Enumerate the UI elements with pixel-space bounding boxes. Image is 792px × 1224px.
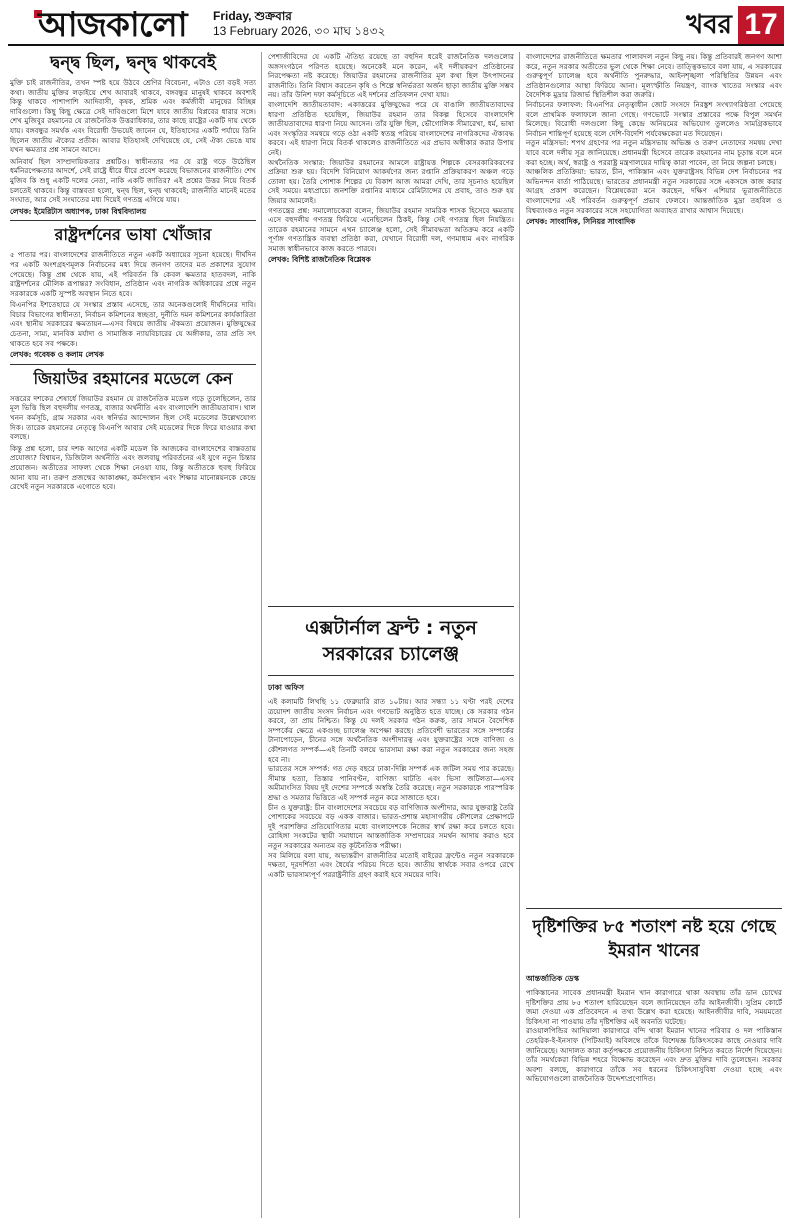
article-body: সত্তরের দশকের শেষার্ধে জিয়াউর রহমান যে রাজনৈতিক মডেল গড়ে তুলেছিলেন, তার মূল ভিত্তি ছিল বহুদলীয় গণতন্ত্র, বাজার অর্থনীতি এবং বাংলাদেশি জাতীয়তাবাদ। খাল খনন কর্মসূচি, গ্রাম সরকার এবং স্বনির্ভর আন্দোলন ছিল সেই মডেলের উল্লেখযোগ্য দিক। তারেক রহমানের নেতৃত্বে বিএনপি আবার সেই মডেলের দিকে ফিরে যাওয়ার কথা বলছে। [10, 393, 256, 442]
article-body: বাংলাদেশের রাজনীতিতে ক্ষমতার পালাবদল নতুন কিছু নয়। কিন্তু প্রতিবারই জনগণ আশা করে, নতুন সরকার অতীতের ভুল থেকে শিক্ষা নেবে। তাত্ত্বিকভাবে বলা যায়, এ সরকারের গুরুত্বপূর্ণ চ্যালেঞ্জ হবে অর্থনীতি পুনরুদ্ধার, আইনশৃঙ্খলা পরিস্থিতির উন্নয়ন এবং প্রতিষ্ঠানগুলোর আস্থা ফিরিয়ে আনা। মূল্যস্ফীতি নিয়ন্ত্রণ, ব্যাংক খাতের সংস্কার এবং বৈদেশিক মুদ্রার রিজার্ভ স্থিতিশীল করা জরুরি। [526, 52, 782, 100]
issue-day: Friday, শুক্রবার [213, 9, 292, 23]
column-right [526, 52, 782, 904]
article-body: এই কলামটি লিখছি ১১ ফেব্রুয়ারি রাত ১০টায়। আর সন্ধ্যা ১১ ঘণ্টা পরই দেশের ত্রয়োদশ জাতীয় সংসদ নির্বাচন এবং গণভোট অনুষ্ঠিত হতে যাচ্ছে। কে সরকার গঠন করবে, তা প্রায় নিশ্চিত। কিন্তু যে দলই সরকার গঠন করুক, তার সামনে বৈদেশিক সম্পর্কের ক্ষেত্রে একগুচ্ছ চ্যালেঞ্জ অপেক্ষা করছে। প্রতিবেশী ভারতের সঙ্গে সম্পর্কের টানাপোড়েন, চীনের সঙ্গে অর্থনৈতিক অংশীদারত্ব এবং যুক্তরাষ্ট্রের সঙ্গে বাণিজ্য ও কৌশলগত সম্পর্ক—এই তিনটি বলয়ে ভারসাম্য রক্ষা করা নতুন সরকারের জন্য সহজ হবে না। [268, 697, 514, 764]
article-body: কিন্তু প্রশ্ন হলো, চার দশক আগের একটি মডেল কি আজকের বাংলাদেশের বাস্তবতায় প্রযোজ্য? বিশ্বায়ন, ডিজিটাল অর্থনীতি এবং জলবায়ু পরিবর্তনের এই যুগে নতুন চিন্তার প্রয়োজন। অতীতের সাফল্য থেকে শিক্ষা নেওয়া যায়, কিন্তু অতীতকে হুবহু ফিরিয়ে আনা যায় না। তরুণ প্রজন্মের আকাঙ্ক্ষা, কর্মসংস্থান এবং শিক্ষার মানোন্নয়নকে কেন্দ্রে রেখেই নতুন সরকারকে এগোতে হবে। [10, 443, 256, 492]
article-body: অর্থনৈতিক সংস্কার: জিয়াউর রহমানের আমলে রাষ্ট্রায়ত্ত শিল্পকে বেসরকারিকরণের প্রক্রিয়া শুরু হয়। বিদেশি বিনিয়োগ আকর্ষণের জন্য রপ্তানি প্রক্রিয়াকরণ অঞ্চল গড়ে তোলা হয়। তৈরি পোশাক শিল্পের যে বিকাশ আজ আমরা দেখি, তার সূচনাও হয়েছিল সেই সময়ে। মধ্যপ্রাচ্যে জনশক্তি রপ্তানির মাধ্যমে রেমিট্যান্সের যে প্রবাহ, তাও শুরু হয় জিয়ার আমলেই। [268, 157, 514, 205]
column-middle [268, 52, 514, 598]
column-divider [261, 52, 262, 1218]
article-body: পাকিস্তানের সাবেক প্রধানমন্ত্রী ইমরান খান কারাগারে থাকা অবস্থায় তাঁর ডান চোখের দৃষ্টিশক্তির প্রায় ৮৫ শতাংশ হারিয়েছেন বলে জানিয়েছেন তাঁর আইনজীবী। সুপ্রিম কোর্টে জমা দেওয়া এক প্রতিবেদনে এ তথ্য উল্লেখ করা হয়েছে। আইনজীবীর দাবি, সময়মতো চিকিৎসা না পাওয়ায় তাঁর দৃষ্টিশক্তির এই অবনতি ঘটেছে। [526, 988, 782, 1026]
column-divider [519, 52, 520, 1218]
article-imran-khan [526, 908, 782, 1218]
article-headline-external-front[interactable]: এক্সটার্নাল ফ্রন্ট : নতুন সরকারের চ্যালেঞ্জ [268, 606, 514, 676]
article-author: লেখক: গবেষক ও কলাম লেখক [10, 350, 104, 360]
article-body: মুক্তি চাই রাজনীতির, তখন স্পষ্ট হয়ে উঠবে শ্রেণির বিবেচনা, এটাও তো বড়ই সত্য কথা। জাতীয় মুক্তির লড়াইয়ে শেখ আবারই থাকবে, বঙ্গবন্ধুর মানুষই থাকবে অবশ্যই কিন্তু থাকবে পাশাপাশি আদিবাসী, কৃষক, শ্রমিক এবং কর্মজীবী মানুষের বিচ্ছিন্ন দাবিগুলো। কিছু কিছু ক্ষেত্রে সেই দাবিগুলো মিশে যাবে জাতীয় বিপ্লবের ধারার সঙ্গে। শেখ মুজিবুর রহমানের যে রাজনৈতিক উত্তরাধিকার, তার কাছে রাষ্ট্রের একটি দায় থেকে যায়। বঙ্গবন্ধুর সমর্থক এবং বিরোধী উভয়েই জানেন যে, ইতিহাসের একটি পর্যায়ে তিনি ছিলেন জাতীয় ঐক্যের প্রতীক। আবার ইতিহাসই দেখিয়েছে যে, সেই ঐক্য ভেঙে যায় যখন ক্ষমতার প্রশ্ন সামনে আসে। [10, 78, 256, 155]
article-body: বিএনপির ইশতেহারে যে সংস্কার প্রস্তাব এসেছে, তার অনেকগুলোই দীর্ঘদিনের দাবি। বিচার বিভাগের স্বাধীনতা, নির্বাচন কমিশনের স্বচ্ছতা, দুর্নীতি দমন কমিশনের কার্যকারিতা এবং স্থানীয় সরকারের ক্ষমতায়ন—এসব বিষয়ে জাতীয় ঐকমত্য প্রয়োজন। মুক্তিযুদ্ধের চেতনা, সাম্য, মানবিক মর্যাদা ও সামাজিক ন্যায়বিচারের যে অঙ্গীকার, তার প্রতি সৎ থাকতে হবে সব পক্ষকে। [10, 300, 256, 348]
newspaper-logo[interactable]: আজকালো [38, 5, 187, 45]
article-external-front [268, 600, 514, 1224]
article-body: গণতন্ত্রের প্রশ্ন: সমালোচকেরা বলেন, জিয়াউর রহমান সামরিক শাসক হিসেবে ক্ষমতায় এসে বহুদলীয় গণতন্ত্র ফিরিয়ে এনেছিলেন ঠিকই, কিন্তু সেই গণতন্ত্র ছিল নিয়ন্ত্রিত। তারেক রহমানের সামনে এখন চ্যালেঞ্জ হলো, সেই সীমাবদ্ধতা অতিক্রম করে একটি পূর্ণাঙ্গ গণতান্ত্রিক ব্যবস্থা প্রতিষ্ঠা করা, যেখানে বিরোধী দল, গণমাধ্যম এবং নাগরিক সমাজ স্বাধীনভাবে কাজ করতে পারবে। [268, 205, 514, 253]
article-body: অনিবার্য ছিল সাম্প্রদায়িকতার প্রশ্নটিও। স্বাধীনতার পর যে রাষ্ট্র গড়ে উঠেছিল ধর্মনিরপেক্ষতার আদর্শে, সেই রাষ্ট্রে ধীরে ধীরে প্রবেশ করেছে বিভাজনের রাজনীতি। শেখ মুজিব কি শুধু একটি দলের নেতা, নাকি একটি জাতির? এই প্রশ্নের উত্তর নিয়ে বিতর্ক চলতেই থাকবে। কিন্তু বাস্তবতা হলো, দ্বন্দ্ব ছিল, দ্বন্দ্ব থাকবেই; রাজনীতি মানেই মতের সংঘাত, আর সেই সংঘাতের মধ্য দিয়েই গণতন্ত্র এগিয়ে যায়। [10, 156, 256, 205]
article-author: লেখক: সাংবাদিক, সিনিয়র সাংবাদিক [526, 217, 636, 227]
article-body: সব মিলিয়ে বলা যায়, অভ্যন্তরীণ রাজনীতির মতোই বাইরের ফ্রন্টেও নতুন সরকারকে দক্ষতা, দূরদর্শিতা এবং ধৈর্যের পরিচয় দিতে হবে। জাতীয় স্বার্থকে সবার ওপরে রেখে একটি ভারসাম্যপূর্ণ পররাষ্ট্রনীতি গ্রহণ করাই হবে সময়ের দাবি। [268, 850, 514, 879]
article-headline-rashtra[interactable]: রাষ্ট্রদর্শনের ভাষা খোঁজার [10, 220, 256, 246]
article-byline: আন্তর্জাতিক ডেস্ক [526, 974, 580, 983]
issue-info [213, 9, 385, 39]
article-headline-dvondo[interactable]: দ্বন্দ্ব ছিল, দ্বন্দ্ব থাকবেই [50, 53, 216, 73]
article-body: নতুন মন্ত্রিসভা: শপথ গ্রহণের পর নতুন মন্ত্রিসভায় অভিজ্ঞ ও তরুণ নেতাদের সমন্বয় দেখা যাবে বলে দলীয় সূত্র জানিয়েছে। প্রধানমন্ত্রী হিসেবে তারেক রহমানের নাম চূড়ান্ত বলে মনে করা হচ্ছে। অর্থ, স্বরাষ্ট্র ও পররাষ্ট্র মন্ত্রণালয়ের দায়িত্ব কারা পাবেন, তা নিয়ে জল্পনা চলছে। [526, 138, 782, 167]
article-body: ৫ পাতার পর। বাংলাদেশের রাজনীতিতে নতুন একটি অধ্যায়ের সূচনা হয়েছে। দীর্ঘদিন পর একটি অংশগ্রহণমূলক নির্বাচনের মধ্য দিয়ে জনগণ তাদের মত প্রকাশের সুযোগ পেয়েছে। কিন্তু প্রশ্ন থেকে যায়, এই পরিবর্তন কি কেবল ক্ষমতার হাতবদল, নাকি রাষ্ট্রদর্শনের মৌলিক রূপান্তর? সংবিধান, প্রতিষ্ঠান এবং নাগরিক অধিকারের প্রশ্নে নতুন সরকারকে একটি সুস্পষ্ট অবস্থান নিতে হবে। [10, 250, 256, 298]
article-author: লেখক: ইমেরিটাস অধ্যাপক, ঢাকা বিশ্ববিদ্যালয় [10, 206, 147, 216]
column-left [10, 52, 256, 1218]
section-title: খবর [686, 10, 732, 40]
article-body: পেশাজীবিদের যে একটি ঐতিহ্য রয়েছে তা বহুদিন ধরেই রাজনৈতিক দলগুলোর অঙ্গসংগঠনে পরিণত হয়েছে। অনেকেই মনে করেন, এই দলীয়করণ প্রতিষ্ঠানের নিরপেক্ষতা নষ্ট করেছে। জিয়াউর রহমানের রাজনীতির মূল কথা ছিল উৎপাদনের রাজনীতি। তিনি বিশ্বাস করতেন কৃষি ও শিল্পে স্বনির্ভরতা অর্জন ছাড়া জাতীয় মুক্তি সম্ভব নয়। তাঁর উনিশ দফা কর্মসূচিতে এই দর্শনের প্রতিফলন দেখা যায়। [268, 52, 514, 100]
article-body: রাওয়ালপিন্ডির আদিয়ালা কারাগারে বন্দি থাকা ইমরান খানের পরিবার ও দল পাকিস্তান তেহরিক-ই-ইনসাফ (পিটিআই) অবিলম্বে তাঁকে বিশেষজ্ঞ চিকিৎসকের কাছে নেওয়ার দাবি জানিয়েছে। আদালত কারা কর্তৃপক্ষকে প্রয়োজনীয় চিকিৎসা নিশ্চিত করতে নির্দেশ দিয়েছেন। তাঁর সমর্থকেরা বিভিন্ন শহরে বিক্ষোভ করেছেন এবং দ্রুত মুক্তির দাবি তুলেছেন। সরকার অবশ্য বলছে, কারাগারে তাঁকে সব ধরনের চিকিৎসাসুবিধা দেওয়া হচ্ছে এবং অভিযোগগুলো রাজনৈতিক উদ্দেশ্যপ্রণোদিত। [526, 1026, 782, 1084]
masthead [8, 6, 784, 46]
article-headline-zia[interactable]: জিয়াউর রহমানের মডেলে কেন [10, 364, 256, 390]
article-body: ভারতের সঙ্গে সম্পর্ক: গত দেড় বছরে ঢাকা-দিল্লি সম্পর্ক এক জটিল সময় পার করেছে। সীমান্ত হত্যা, তিস্তার পানিবণ্টন, বাণিজ্য ঘাটতি এবং ভিসা জটিলতা—এসব অমীমাংসিত বিষয় দুই দেশের সম্পর্কে অস্বস্তি তৈরি করেছে। নতুন সরকারকে পারস্পরিক শ্রদ্ধা ও সমতার ভিত্তিতে এই সম্পর্ক নতুন করে সাজাতে হবে। [268, 764, 514, 802]
article-headline-imran[interactable]: দৃষ্টিশক্তির ৮৫ শতাংশ নষ্ট হয়ে গেছে ইমরান খানের [526, 908, 782, 969]
article-byline: ঢাকা অফিস [268, 683, 304, 692]
page-number: 17 [738, 6, 784, 44]
article-author: লেখক: বিশিষ্ট রাজনৈতিক বিশ্লেষক [268, 255, 371, 265]
article-body: চীন ও যুক্তরাষ্ট্র: চীন বাংলাদেশের সবচেয়ে বড় বাণিজ্যিক অংশীদার, আর যুক্তরাষ্ট্র তৈরি পোশাকের সবচেয়ে বড় একক বাজার। ভারত-প্রশান্ত মহাসাগরীয় কৌশলের প্রেক্ষাপটে দুই পরাশক্তির প্রতিযোগিতার মধ্যে বাংলাদেশকে নিজের স্বার্থ রক্ষা করে চলতে হবে। রোহিঙ্গা সংকটের স্থায়ী সমাধানে আন্তর্জাতিক সম্প্রদায়ের সমর্থন আদায় করাও হবে নতুন সরকারের অন্যতম বড় কূটনৈতিক পরীক্ষা। [268, 802, 514, 850]
article-body: বাংলাদেশি জাতীয়তাবাদ: একাত্তরের মুক্তিযুদ্ধের পরে যে বাঙালি জাতীয়তাবাদের ধারণা প্রতিষ্ঠিত হয়েছিল, জিয়াউর রহমান তার বিকল্প হিসেবে বাংলাদেশি জাতীয়তাবাদের ধারণা নিয়ে আসেন। তাঁর যুক্তি ছিল, ভৌগোলিক সীমারেখা, ধর্ম, ভাষা এবং সংস্কৃতির সমন্বয়ে গড়ে ওঠা একটি স্বতন্ত্র পরিচয় বাংলাদেশের নাগরিকদের ঐক্যবদ্ধ করবে। এই ধারণা নিয়ে বিতর্ক থাকলেও রাজনীতিতে এর প্রভাব অস্বীকার করার উপায় নেই। [268, 99, 514, 157]
article-body: আঞ্চলিক প্রতিক্রিয়া: ভারত, চীন, পাকিস্তান এবং যুক্তরাষ্ট্রসহ বিভিন্ন দেশ নির্বাচনের পর অভিনন্দন বার্তা পাঠিয়েছে। ভারতের প্রধানমন্ত্রী নতুন সরকারের সঙ্গে একসঙ্গে কাজ করার আগ্রহ প্রকাশ করেছেন। বিশ্লেষকেরা মনে করছেন, দক্ষিণ এশিয়ার ভূরাজনীতিতে বাংলাদেশের এই পরিবর্তন গুরুত্বপূর্ণ প্রভাব ফেলবে। আন্তর্জাতিক মুদ্রা তহবিল ও বিশ্বব্যাংকও নতুন সরকারের সঙ্গে সহযোগিতা অব্যাহত রাখার আশ্বাস দিয়েছে। [526, 167, 782, 215]
issue-date: 13 February 2026, ৩০ মাঘ ১৪৩২ [213, 24, 386, 38]
article-body: নির্বাচনের ফলাফল: বিএনপির নেতৃত্বাধীন জোট সংসদে নিরঙ্কুশ সংখ্যাগরিষ্ঠতা পেয়েছে বলে প্রাথমিক ফলাফলে জানা গেছে। গণভোটে সংস্কার প্রস্তাবের পক্ষে বিপুল সমর্থন মিলেছে। বিরোধী দলগুলো কিছু কেন্দ্রে অনিয়মের অভিযোগ তুললেও সামগ্রিকভাবে নির্বাচন শান্তিপূর্ণ হয়েছে বলে দেশি-বিদেশি পর্যবেক্ষকেরা মত দিয়েছেন। [526, 99, 782, 138]
